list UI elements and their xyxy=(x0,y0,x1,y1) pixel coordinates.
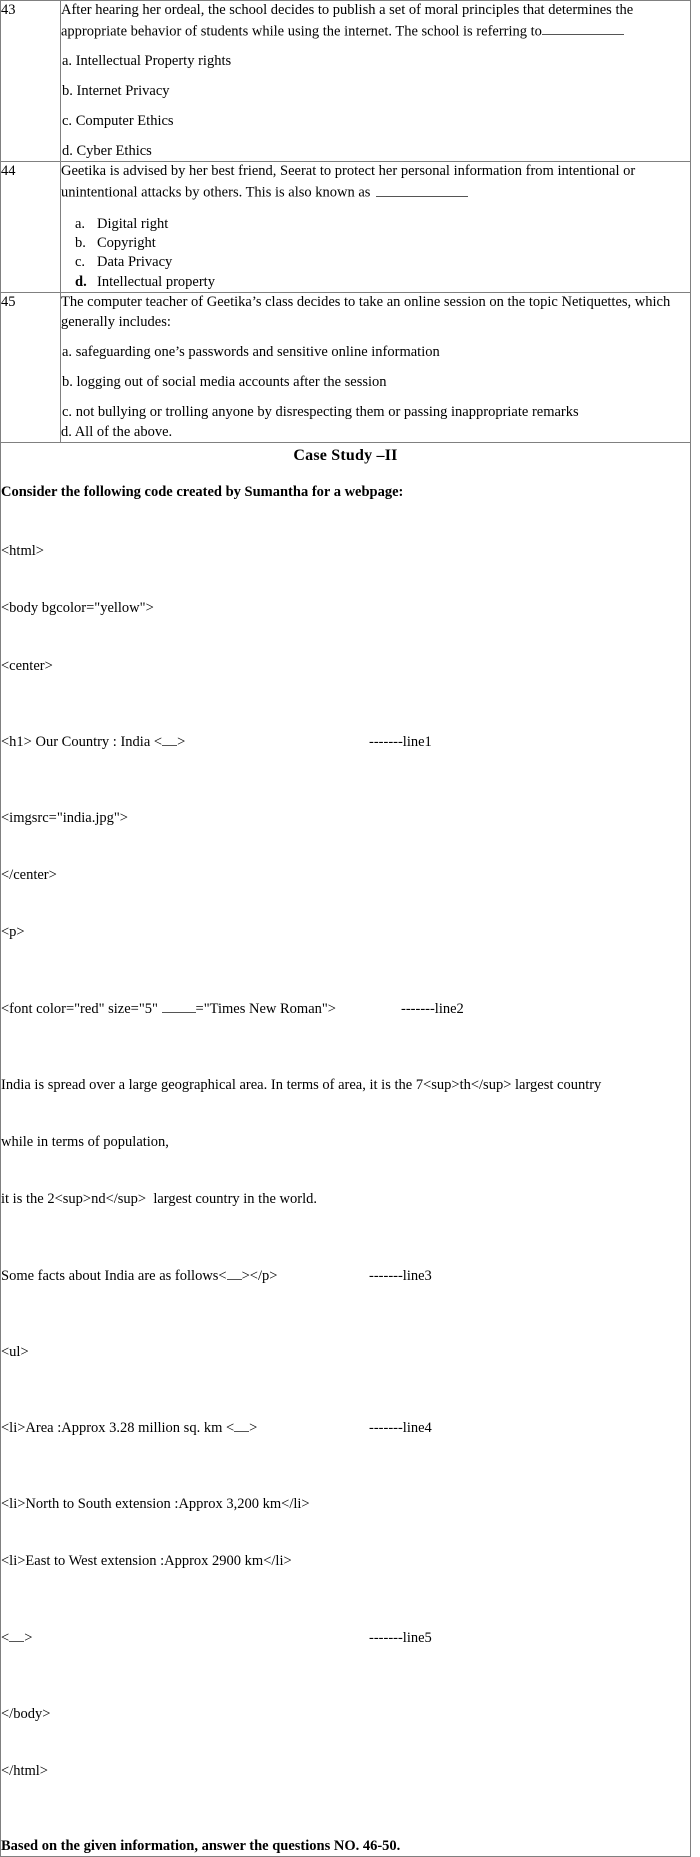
option-c[interactable] xyxy=(62,112,690,132)
code-text: > xyxy=(177,733,186,750)
option-label: d. xyxy=(75,273,87,290)
code-text: <li>North to South extension :Approx 3,200 km</li> xyxy=(1,1496,310,1513)
option-text: logging out of social media accounts after the session xyxy=(76,373,387,390)
code-line xyxy=(1,866,690,885)
code-text: India is spread over a large geographical area. In terms of area, it is the 7<sup>th</sup> largest country xyxy=(1,1076,602,1093)
option-label: b. xyxy=(75,234,86,251)
option-a[interactable] xyxy=(62,52,690,72)
question-body-44 xyxy=(61,162,691,293)
code-line xyxy=(1,1000,690,1019)
code-line xyxy=(1,1076,690,1095)
table-row xyxy=(1,443,691,1857)
option-text: Digital right xyxy=(97,215,169,232)
code-line xyxy=(1,1419,690,1438)
option-c[interactable] xyxy=(75,253,690,272)
option-label: c. xyxy=(62,112,73,129)
code-line xyxy=(1,1190,690,1209)
option-text: safeguarding one’s passwords and sensitive online information xyxy=(75,343,440,360)
table-row xyxy=(1,293,691,443)
option-label: b. xyxy=(62,373,73,390)
stem-line: to xyxy=(530,23,542,40)
code-text: <center> xyxy=(1,657,53,674)
option-label: d. xyxy=(62,142,73,159)
code-line xyxy=(1,1495,690,1514)
question-stem-43 xyxy=(61,1,690,42)
option-text: Data Privacy xyxy=(97,254,173,271)
code-blank[interactable] xyxy=(9,1629,24,1642)
question-body-43 xyxy=(61,1,691,162)
case-study-title: Case Study –II xyxy=(293,447,398,465)
code-line xyxy=(1,1267,690,1286)
option-label: a. xyxy=(62,53,73,70)
option-text: not bullying or trolling anyone by disrespecting them or passing inappropriate remarks xyxy=(75,403,579,420)
case-study-cell xyxy=(1,443,691,1857)
stem-line: After hearing her ordeal, the school decides to publish a set of moral principles that determines xyxy=(61,2,612,18)
option-text: Intellectual property xyxy=(97,273,215,290)
stem-line: or unintentional attacks by others. This is also known as xyxy=(61,163,636,201)
code-text: <li>Area :Approx 3.28 million sq. km < xyxy=(1,1420,235,1437)
code-text: < xyxy=(1,1629,10,1646)
code-line xyxy=(1,809,690,828)
code-blank[interactable] xyxy=(234,1419,249,1432)
line-marker-5: -------line5 xyxy=(369,1629,432,1646)
stem-line: the appropriate behavior of students while using the internet. The school is referring xyxy=(61,2,634,40)
case-study-intro: Consider the following code created by Sumantha for a webpage: xyxy=(1,484,404,501)
option-text: Copyright xyxy=(97,234,156,251)
answer-blank[interactable] xyxy=(542,21,624,35)
code-text: it is the 2<sup>nd</sup> largest country in the world. xyxy=(1,1191,317,1208)
code-line xyxy=(1,1343,690,1362)
closing-instruction: Based on the given information, answer the questions NO. 46-50. xyxy=(1,1838,401,1855)
code-text: ="Times New Roman"> xyxy=(195,1000,336,1017)
question-stem-45 xyxy=(61,293,690,333)
question-body-45 xyxy=(61,293,691,443)
code-line xyxy=(1,733,690,752)
question-number-44: 44 xyxy=(1,162,61,293)
option-label: c. xyxy=(75,254,86,271)
option-label: a. xyxy=(75,215,86,232)
code-text: <font color="red" size="5" xyxy=(1,1000,162,1017)
option-d[interactable] xyxy=(75,273,690,292)
code-text: </html> xyxy=(1,1763,48,1780)
code-text: Some facts about India are as follows< xyxy=(1,1267,227,1284)
line-marker-3: -------line3 xyxy=(369,1267,432,1284)
code-line xyxy=(1,599,690,618)
line-marker-4: -------line4 xyxy=(369,1420,432,1437)
table-row xyxy=(1,1,691,162)
option-b[interactable] xyxy=(62,82,690,102)
option-a[interactable] xyxy=(75,215,690,234)
code-line xyxy=(1,923,690,942)
code-line xyxy=(1,1705,690,1724)
code-line xyxy=(1,1762,690,1781)
code-blank[interactable] xyxy=(162,1000,196,1013)
option-label: c. xyxy=(62,403,73,420)
stem-line: Geetika is advised by her best friend, Seerat to protect her personal information from intentional xyxy=(61,163,620,180)
option-b[interactable] xyxy=(75,234,690,253)
code-text: <html> xyxy=(1,543,44,560)
option-a[interactable] xyxy=(62,343,690,363)
option-d[interactable] xyxy=(62,142,690,162)
option-b[interactable] xyxy=(62,373,690,393)
answer-blank[interactable] xyxy=(376,182,468,196)
code-text: ></p> xyxy=(241,1267,278,1284)
line-marker-1: -------line1 xyxy=(369,733,432,750)
stem-line: Netiquettes, which generally includes: xyxy=(61,294,671,331)
stem-line: The computer teacher of Geetika’s class decides to take an online session on the topic xyxy=(61,294,558,311)
code-text: <ul> xyxy=(1,1343,29,1360)
line-marker-2: -------line2 xyxy=(401,1000,464,1017)
code-line xyxy=(1,1552,690,1571)
code-text: <imgsrc="india.jpg"> xyxy=(1,810,128,827)
option-text: All of the above. xyxy=(74,423,173,440)
option-label: d. xyxy=(61,423,72,440)
question-number-43: 43 xyxy=(1,1,61,162)
code-text: <body bgcolor="yellow"> xyxy=(1,600,154,617)
code-block xyxy=(1,504,690,1819)
code-text: </center> xyxy=(1,867,57,884)
code-text: while in terms of population, xyxy=(1,1134,169,1151)
option-text: Internet Privacy xyxy=(76,82,170,99)
option-d[interactable] xyxy=(61,423,690,443)
option-text: Cyber Ethics xyxy=(76,142,152,159)
code-text: <p> xyxy=(1,924,25,941)
option-text: Intellectual Property rights xyxy=(75,53,232,70)
table-row xyxy=(1,162,691,293)
question-stem-44 xyxy=(61,162,690,203)
code-text: > xyxy=(249,1420,258,1437)
option-c[interactable] xyxy=(62,403,690,423)
option-label: b. xyxy=(62,82,73,99)
code-text: </body> xyxy=(1,1705,51,1722)
option-text: Computer Ethics xyxy=(75,112,174,129)
code-line xyxy=(1,542,690,561)
code-blank[interactable] xyxy=(227,1267,242,1280)
code-text: <h1> Our Country : India < xyxy=(1,733,163,750)
option-list-44 xyxy=(61,215,690,293)
code-line xyxy=(1,1133,690,1152)
code-blank[interactable] xyxy=(162,733,177,746)
question-number-45: 45 xyxy=(1,293,61,443)
code-line xyxy=(1,1629,690,1648)
code-text: <li>East to West extension :Approx 2900 km</li> xyxy=(1,1553,292,1570)
option-label: a. xyxy=(62,343,73,360)
code-line xyxy=(1,657,690,676)
code-text: > xyxy=(24,1629,33,1646)
